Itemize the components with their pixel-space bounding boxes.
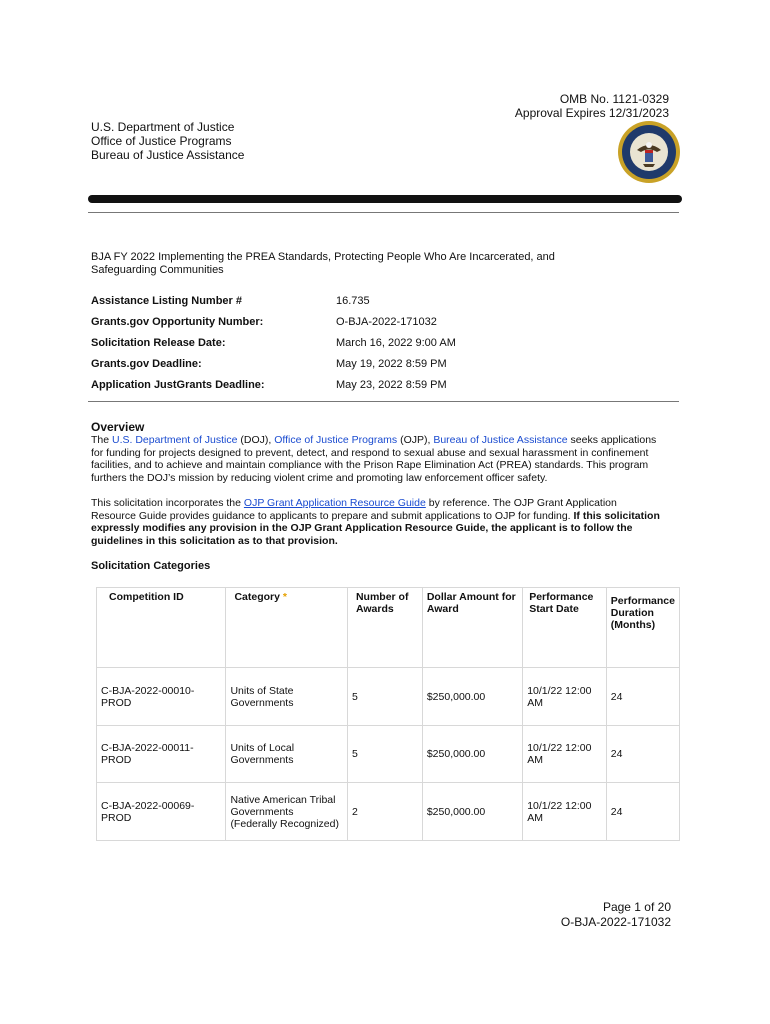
bja-link[interactable]: Bureau of Justice Assistance [433,434,568,446]
required-marker: * [282,591,287,603]
page-number: Page 1 of 20 [602,900,671,914]
info-row [91,290,651,311]
table-row [97,726,680,783]
doj-link[interactable]: U.S. Department of Justice [112,434,238,446]
overview-paragraph [91,434,671,484]
ojp-link[interactable]: Office of Justice Programs [274,434,398,446]
info-value: March 16, 2022 9:00 AM [336,336,456,349]
overview-text: (OJP), [397,434,434,446]
approval-expires: Approval Expires 12/31/2023 [514,106,669,120]
info-row [91,353,651,374]
duration-cell: 24 [606,726,679,783]
overview-heading: Overview [91,420,145,434]
info-value: 16.735 [336,294,370,307]
start-date-cell: 10/1/22 12:00 AM [523,783,607,841]
overview-text: (DOJ), [237,434,275,446]
solicitation-title: BJA FY 2022 Implementing the PREA Standards, Protecting People Who Are Incarcerated, and Safeguarding Communities [91,251,555,276]
overview-text: The [91,434,113,446]
amount-cell: $250,000.00 [422,726,522,783]
category-cell: Units of Local Governments [226,726,348,783]
info-label: Application JustGrants Deadline: [91,378,265,391]
duration-cell: 24 [606,668,679,726]
info-value: May 19, 2022 8:59 PM [336,357,447,370]
info-row [91,332,651,353]
resource-guide-link[interactable]: OJP Grant Application Resource Guide [243,497,426,509]
header-rule-thick [88,195,682,203]
agency-line-1: U.S. Department of Justice [91,120,235,134]
info-value: O-BJA-2022-171032 [336,315,437,328]
agency-line-2: Office of Justice Programs [91,134,232,148]
start-date-cell: 10/1/22 12:00 AM [523,668,607,726]
info-label: Grants.gov Deadline: [91,357,202,370]
resource-text: This solicitation incorporates the [91,497,244,509]
overview-text: seeks applications for funding for projects designed to prevent, detect, and respond to sexual abuse and sexual harassment in confinement facilities, and to achieve and maintain compliance with the Prison Rape Elimination Act (PREA) standards. This program furthers the DOJ’s mission by reducing violent crime and promoting law enforcement officer safety. [91,434,657,484]
competition-id-cell: C-BJA-2022-00010-PROD [97,668,226,726]
table-row [97,783,680,841]
resource-bold-text: If this solicitation expressly modifies any provision in the OJP Grant Application Resource Guide, the applicant is to follow the guidelines in this solicitation as to that provision. [91,509,660,547]
info-row [91,374,651,395]
agency-block [91,120,244,162]
col-header-duration: Performance Duration (Months) [606,588,679,668]
col-header-competition-id: Competition ID [97,588,226,668]
category-cell: Native American Tribal Governments (Federally Recognized) [226,783,348,841]
col-header-amount: Dollar Amount for Award [422,588,522,668]
col-header-category [226,588,348,668]
table-header-row [97,588,680,668]
categories-heading: Solicitation Categories [91,560,211,572]
col-header-start-date: Performance Start Date [523,588,607,668]
info-value: May 23, 2022 8:59 PM [336,378,447,391]
resource-text: by reference. The OJP Grant Application Resource Guide provides guidance to applicants to prepare and submit applications to OJP for funding. [91,497,617,522]
amount-cell: $250,000.00 [422,668,522,726]
awards-cell: 2 [347,783,422,841]
duration-cell: 24 [606,783,679,841]
solicitation-info [91,290,651,395]
info-label: Grants.gov Opportunity Number: [91,315,264,328]
awards-cell: 5 [347,668,422,726]
competition-id-cell: C-BJA-2022-00011-PROD [97,726,226,783]
category-cell: Units of State Governments [226,668,348,726]
amount-cell: $250,000.00 [422,783,522,841]
categories-table [96,587,680,841]
table-row [97,668,680,726]
start-date-cell: 10/1/22 12:00 AM [523,726,607,783]
col-header-awards: Number of Awards [347,588,422,668]
omb-block [515,92,669,120]
info-row [91,311,651,332]
category-header-label: Category [234,591,280,603]
agency-line-3: Bureau of Justice Assistance [91,148,245,162]
info-label: Solicitation Release Date: [91,336,226,349]
omb-number: OMB No. 1121-0329 [559,92,669,106]
section-divider [88,401,679,402]
header-rule-thin [88,212,679,213]
footer-opportunity-id: O-BJA-2022-171032 [560,915,671,929]
info-label: Assistance Listing Number # [91,294,242,307]
doj-seal-icon [617,120,681,184]
competition-id-cell: C-BJA-2022-00069-PROD [97,783,226,841]
resource-guide-paragraph [91,497,661,547]
page-footer [561,900,671,930]
awards-cell: 5 [347,726,422,783]
